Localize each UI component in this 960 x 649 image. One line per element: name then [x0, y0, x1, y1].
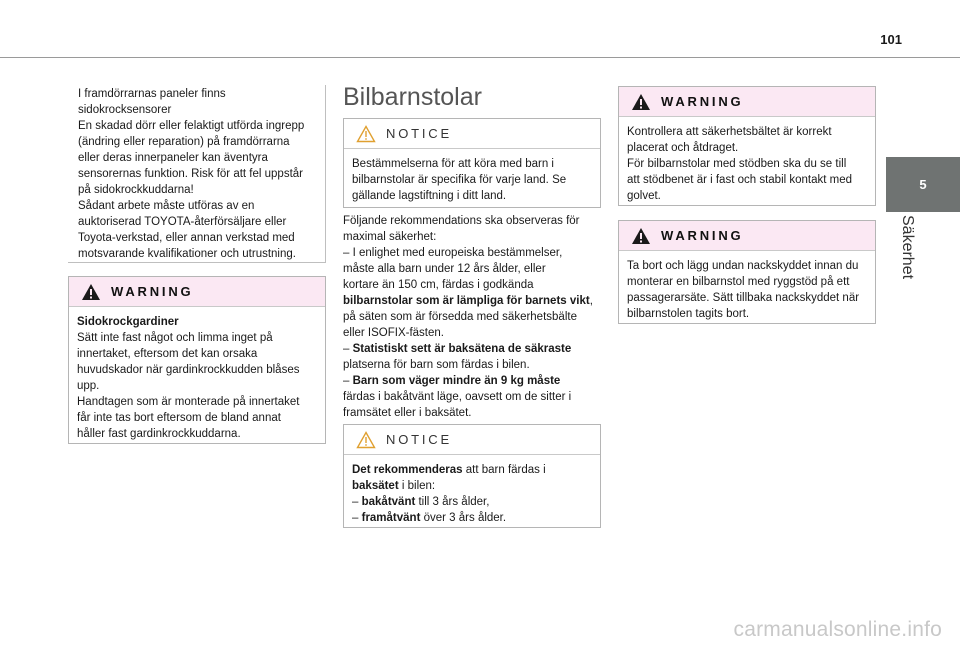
warning-body: Kontrollera att säkerhetsbältet är korrekt placerat och åtdraget. För bilbarnstolar med stödben ska du se till att stödbenet är i fast och stabil kontakt med golvet.: [627, 126, 853, 202]
chapter-tab[interactable]: [886, 157, 960, 212]
warning-title: WARNING: [661, 228, 744, 243]
watermark: carmanualsonline.info: [733, 618, 942, 641]
warning-header: [619, 87, 875, 117]
notice-box-seating: [343, 424, 601, 528]
notice-header: [344, 425, 600, 455]
sensor-paragraph: I framdörrarnas paneler finns sidokrocksensorer En skadad dörr eller felaktigt utförda ingrepp (ändring eller reparation) på framdörrarna eller deras innerpaneler kan äventyra sensorernas funktion. Risk för att fel uppstår på sidokrockkuddarna! Sådant arbete måste utföras av en auktoriserad TOYOTA-återförsäljare eller Toyota-verkstad, eller annan verkstad med motsvarande kvalifikationer och utrustning.: [78, 88, 305, 260]
notice-body: Bestämmelserna för att köra med barn i bilbarnstolar är specifika för varje land. Se gällande lagstiftning i ditt land.: [352, 158, 567, 202]
notice-triangle-icon: [356, 431, 376, 449]
notice-box-legislation: [343, 118, 601, 208]
page-number: 101: [880, 32, 902, 47]
recommendations-paragraph: Följande rekommendations ska observeras för maximal säkerhet: – I enlighet med europeiska bestämmelser, måste alla barn under 12 års ålder, eller kortare än 150 cm, färdas i godkända bilbarnstolar som är lämpliga för barnets vikt, på säten som är försedda med säkerhetsbälte eller ISOFIX-fästen. – Statistiskt sett är baksätena de säkraste platserna för barn som färdas i bilen. – Barn som väger mindre än 9 kg måste färdas i bakåtvänt läge, oavsett om de sitter i framsätet eller i baksätet.: [343, 215, 593, 419]
warning-triangle-icon: [631, 227, 651, 245]
chapter-label: Säkerhet: [899, 215, 916, 280]
notice-body: Det rekommenderas att barn färdas i baksätet i bilen: – bakåtvänt till 3 års ålder, – framåtvänt över 3 års ålder.: [352, 464, 546, 524]
column-rule: [325, 85, 326, 263]
notice-title: NOTICE: [386, 126, 452, 141]
warning-triangle-icon: [81, 283, 101, 301]
warning-header: [619, 221, 875, 251]
warning-body: Sidokrockgardiner Sätt inte fast något och limma inget på innertaket, eftersom det kan orsaka huvudskador när gardinkrockkudden blåses upp. Handtagen som är monterade på innertaket får inte tas bort eftersom de bland annat håller fast gardinkrockkuddarna.: [69, 307, 325, 442]
chapter-number: 5: [919, 177, 927, 192]
notice-triangle-icon: [356, 125, 376, 143]
warning-title: WARNING: [111, 284, 194, 299]
warning-box-seatbelt: [618, 86, 876, 206]
header-rule: [0, 57, 960, 58]
paragraph-rule: [68, 262, 326, 263]
warning-header: [69, 277, 325, 307]
section-title: Bilbarnstolar: [343, 83, 482, 111]
warning-title: WARNING: [661, 94, 744, 109]
warning-triangle-icon: [631, 93, 651, 111]
notice-title: NOTICE: [386, 432, 452, 447]
warning-box-curtain-airbags: [68, 276, 326, 444]
warning-heading: Sidokrockgardiner: [77, 316, 179, 328]
notice-header: [344, 119, 600, 149]
warning-body: Ta bort och lägg undan nackskyddet innan du monterar en bilbarnstol med ryggstöd på ett passagerarsäte. Sätt tillbaka nackskyddet när bilbarnstolen tagits bort.: [627, 260, 860, 320]
warning-box-headrest: [618, 220, 876, 324]
